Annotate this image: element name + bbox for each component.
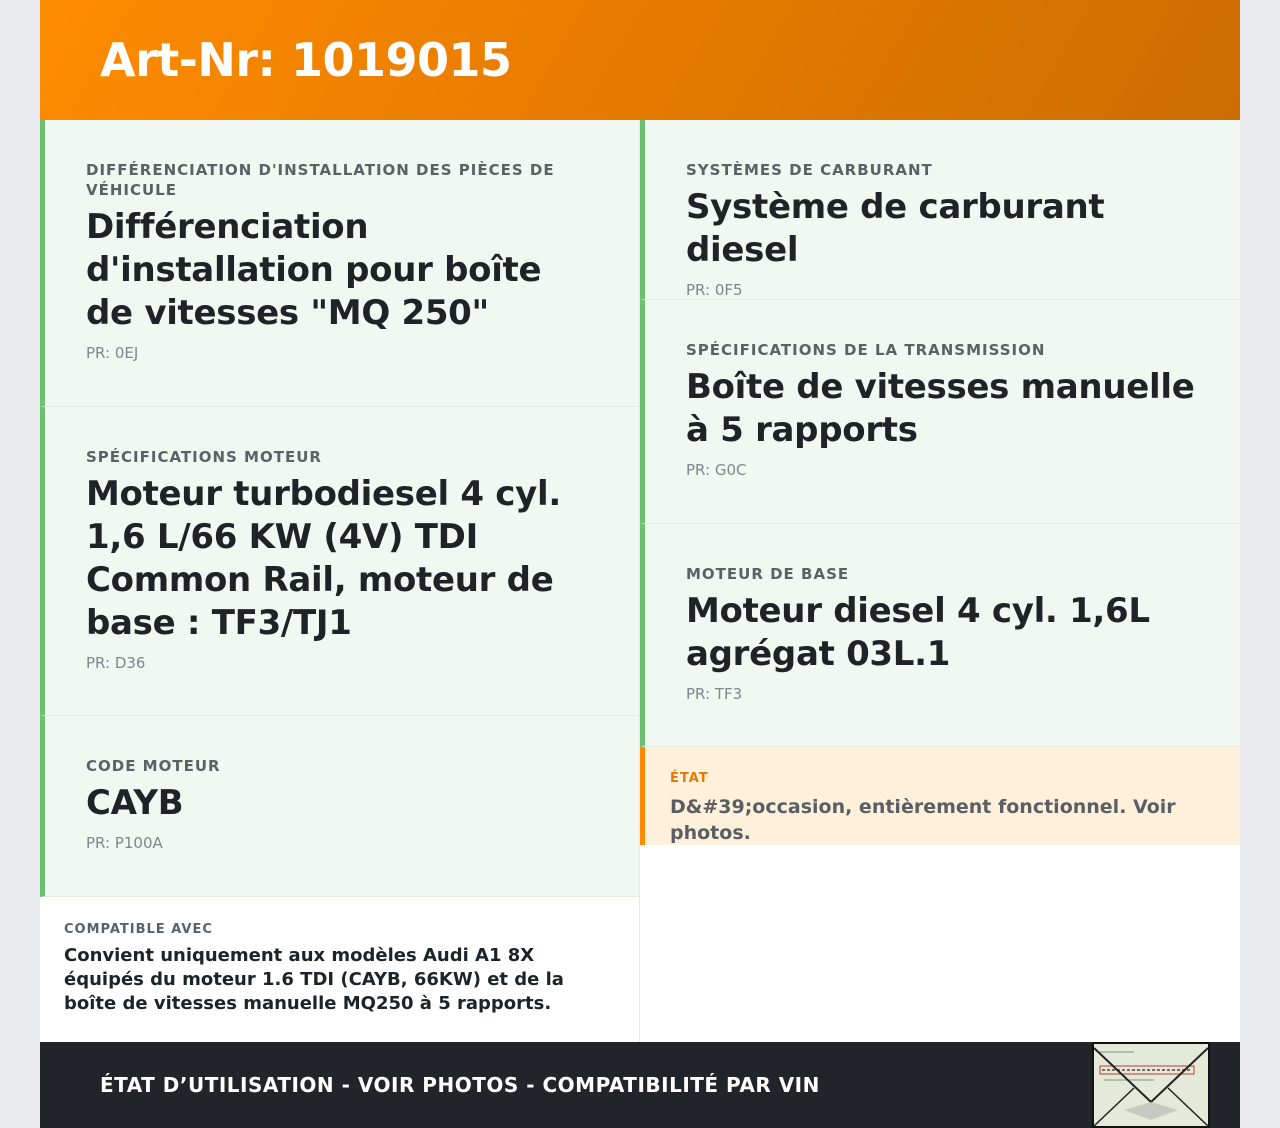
spec-pr-code: PR: D36 [86,654,146,672]
spec-pr-code: PR: G0C [686,461,747,479]
spec-columns [40,120,1240,1042]
spec-pr-code: PR: 0F5 [686,281,743,299]
spec-card-installation [40,120,639,407]
spec-card-engine-code [40,716,639,897]
compatibility-label: COMPATIBLE AVEC [64,922,213,937]
spec-pr-code: PR: TF3 [686,685,743,703]
spec-value: Différenciation d'installation pour boîte de vitesses "MQ 250" [86,207,542,333]
condition-text: D&#39;occasion, entièrement fonctionnel. Voir photos. [670,796,1176,844]
compatibility-text: Convient uniquement aux modèles Audi A1 8X équipés du moteur 1.6 TDI (CAYB, 66KW) et de la boîte de vitesses manuelle MQ250 à 5 rapports. [64,945,564,1014]
spec-category: SPÉCIFICATIONS DE LA TRANSMISSION [686,341,1046,359]
envelope-photo-icon [1094,1044,1208,1126]
spec-value: Moteur diesel 4 cyl. 1,6L agrégat 03L.1 [686,591,1150,674]
spec-card-engine [40,407,639,716]
photo-thumbnail[interactable] [1092,1042,1210,1128]
condition-section [640,747,1240,845]
header-banner [40,0,1240,120]
condition-label: ÉTAT [670,771,709,786]
spec-card-transmission [640,300,1240,524]
spec-category: SPÉCIFICATIONS MOTEUR [86,448,322,466]
spec-pr-code: PR: P100A [86,834,163,852]
spec-category: SYSTÈMES DE CARBURANT [686,161,933,179]
spec-pr-code: PR: 0EJ [86,344,139,362]
spec-card-fuel [640,120,1240,300]
footer-text: ÉTAT D’UTILISATION - VOIR PHOTOS - COMPATIBILITÉ PAR VIN [100,1073,820,1097]
spec-card-base-engine [640,524,1240,747]
page [40,0,1240,1128]
compatibility-section [40,897,639,1042]
footer-bar [40,1042,1240,1128]
spec-value: Système de carburant diesel [686,187,1105,270]
spec-category: MOTEUR DE BASE [686,565,850,583]
spec-category: CODE MOTEUR [86,757,221,775]
right-column [640,120,1240,1042]
spec-category: DIFFÉRENCIATION D'INSTALLATION DES PIÈCES DE VÉHICULE [86,161,555,199]
spec-value: Boîte de vitesses manuelle à 5 rapports [686,367,1195,450]
spec-value: CAYB [86,783,184,823]
left-column [40,120,640,1042]
spec-value: Moteur turbodiesel 4 cyl. 1,6 L/66 KW (4V) TDI Common Rail, moteur de base : TF3/TJ1 [86,474,561,643]
article-number-title: Art-Nr: 1019015 [100,33,512,87]
